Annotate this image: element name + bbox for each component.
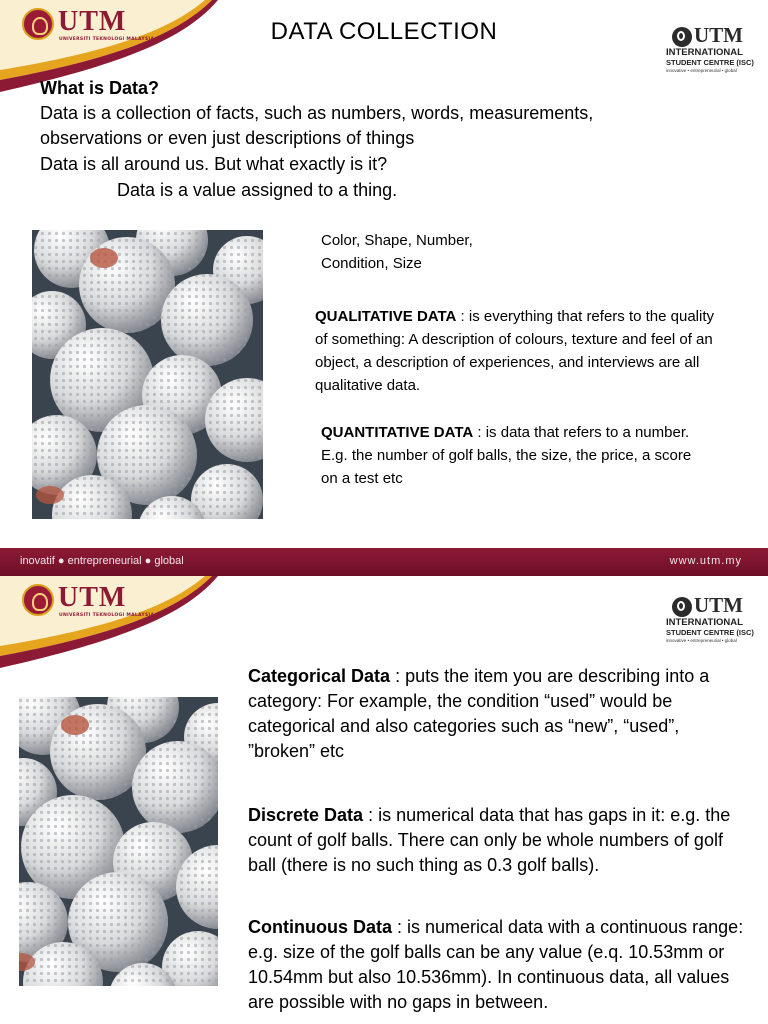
continuous-data-text: : is numerical data with a continuous range: e.g. size of the golf balls can be any value (e.q. 10.53mm or 10.54mm but also 10.536mm). In continuous data, all values are possible with no gaps in between. (248, 917, 744, 1012)
golf-balls-image (32, 230, 263, 519)
quantitative-data-paragraph (321, 421, 693, 490)
footer-tagline: inovatif ● entrepreneurial ● global (20, 555, 184, 567)
isc-line1: INTERNATIONAL (666, 617, 743, 628)
qualitative-data-label: QUALITATIVE DATA (315, 308, 457, 325)
isc-tagline: innovative • entrepreneurial • global (666, 68, 737, 73)
golf-balls-image (19, 697, 218, 986)
categorical-data-label: Categorical Data (248, 666, 391, 686)
isc-wordmark: UTM (694, 593, 743, 617)
continuous-data-paragraph (248, 915, 748, 1015)
footer-url: www.utm.my (669, 555, 742, 567)
definition-line-2: observations or even just descriptions of things (40, 128, 415, 148)
quantitative-data-text: : is data that refers to a number. E.g. the number of golf balls, the size, the price, a score on a test etc (321, 424, 692, 487)
utm-crest-icon (22, 584, 54, 616)
isc-line2: STUDENT CENTRE (ISC) (666, 58, 754, 67)
slide-data-types (0, 576, 768, 1024)
categorical-data-paragraph (248, 664, 748, 764)
discrete-data-text: : is numerical data that has gaps in it: e.g. the count of golf balls. There can only be whole numbers of golf ball (there is no such thing as 0.3 golf balls). (248, 805, 731, 875)
utm-wordmark: UTM (58, 6, 127, 37)
isc-crest-icon (672, 597, 692, 617)
slide-title: DATA COLLECTION (270, 18, 498, 45)
utm-wordmark: UTM (58, 582, 127, 613)
continuous-data-label: Continuous Data (248, 917, 392, 937)
definition-line-1: Data is a collection of facts, such as numbers, words, measurements, (40, 103, 594, 123)
attributes-line-2: Condition, Size (321, 255, 422, 272)
discrete-data-label: Discrete Data (248, 805, 364, 825)
definition-line-4: Data is a value assigned to a thing. (117, 180, 398, 200)
isc-logo (666, 23, 758, 74)
isc-tagline: innovative • entrepreneurial • global (666, 638, 737, 643)
utm-logo (22, 582, 155, 624)
isc-logo (666, 593, 758, 644)
quantitative-data-label: QUANTITATIVE DATA (321, 424, 474, 441)
slide-footer-bar (0, 548, 768, 576)
definition-line-3: Data is all around us. But what exactly is it? (40, 154, 388, 174)
isc-crest-icon (672, 27, 692, 47)
what-is-data-heading: What is Data? (40, 78, 160, 98)
isc-line1: INTERNATIONAL (666, 47, 743, 58)
attributes-line-1: Color, Shape, Number, (321, 232, 473, 249)
categorical-data-text: : puts the item you are describing into a category: For example, the condition “used” would be categorical and also categories such as “new”, “used”, ”broken” etc (248, 666, 710, 761)
isc-wordmark: UTM (694, 23, 743, 47)
isc-line2: STUDENT CENTRE (ISC) (666, 628, 754, 637)
utm-subtitle: UNIVERSITI TEKNOLOGI MALAYSIA (59, 613, 155, 618)
utm-subtitle: UNIVERSITI TEKNOLOGI MALAYSIA (59, 37, 155, 42)
discrete-data-paragraph (248, 803, 748, 878)
qualitative-data-text: : is everything that refers to the quality of something: A description of colours, texture and feel of an object, a description of experiences, and interviews are all qualitative data. (315, 308, 715, 394)
qualitative-data-paragraph (315, 305, 725, 397)
